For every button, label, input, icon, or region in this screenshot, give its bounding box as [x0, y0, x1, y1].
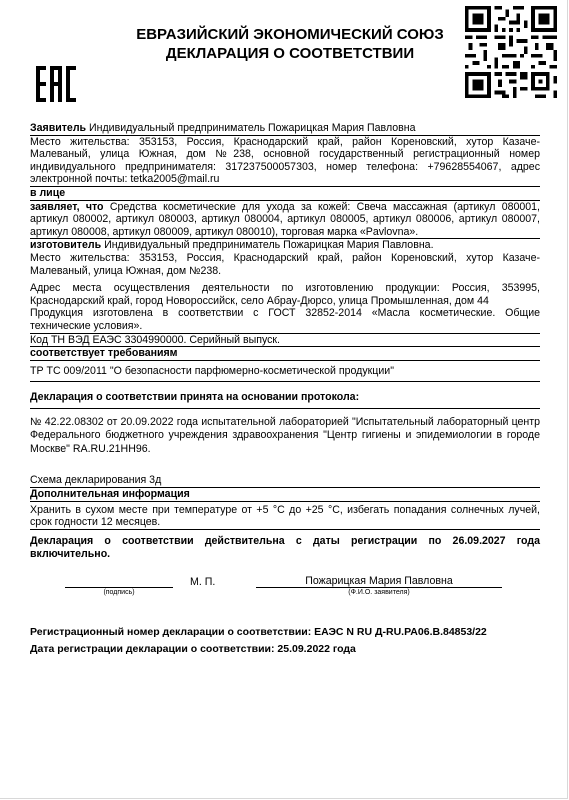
- applicant-label: Заявитель: [30, 122, 87, 134]
- statement-label: заявляет, что: [30, 200, 104, 213]
- name-line: [256, 587, 502, 588]
- registration-number: Регистрационный номер декларации о соответствии: ЕАЭС N RU Д-RU.PA06.B.84853/22: [30, 626, 487, 638]
- requirements-label: соответствует требованиям: [30, 347, 540, 361]
- scheme: Схема декларирования 3д: [30, 474, 540, 488]
- manufacturer-name: Индивидуальный предприниматель Пожарицкая Мария Павловна.: [104, 239, 434, 252]
- basis-text: № 42.22.08302 от 20.09.2022 года испытательной лабораторией "Испытательный лабораторный центр Федерального бюджетного учреждения здравоохранения "Центр гигиены и эпидемиологии в городе Москве" RA.RU.21HH96.: [30, 415, 540, 455]
- signature-caption: (подпись): [103, 589, 135, 596]
- product-code: Код ТН ВЭД ЕАЭС 3304990000. Серийный выпуск.: [30, 334, 540, 348]
- header-union: ЕВРАЗИЙСКИЙ ЭКОНОМИЧЕСКИЙ СОЮЗ: [136, 26, 444, 43]
- manufacturer-address: Место жительства: 353153, Россия, Краснодарский край, район Кореновский, хутор Казаче-Малеваный, улица Южная, дом №238.: [30, 251, 540, 277]
- additional-text: Хранить в сухом месте при температуре от +5 °С до +25 °С, избегать попадания солнечных лучей, срок годности 12 месяцев.: [30, 503, 540, 529]
- in-person-label: в лице: [30, 187, 540, 201]
- manufacturer-line: [30, 239, 540, 252]
- production-standard: Продукция изготовлена в соответствии с ГОСТ 32852-2014 «Масла косметические. Общие технические условия».: [30, 307, 540, 332]
- statement-block: [30, 201, 540, 240]
- requirements-text: ТР ТС 009/2011 "О безопасности парфюмерно-косметической продукции": [30, 365, 540, 383]
- signer-name: Пожарицкая Мария Павловна: [305, 575, 453, 587]
- qr-code: [465, 6, 557, 98]
- signature-line: [65, 587, 173, 588]
- manufacturer-label: изготовитель: [30, 239, 102, 252]
- statement-text: Средства косметические для ухода за кожей: Свеча массажная (артикул 080001, артикул 080002, артикул 080003, артикул 080004, артикул 080005, артикул 080006, артикул 080007, артикул 080008, артикул 080009, артикул 080010), торговая марка «Pavlovna».: [30, 200, 540, 238]
- additional-label: Дополнительная информация: [30, 488, 540, 502]
- stamp-place: М. П.: [190, 576, 216, 588]
- basis-label: Декларация о соответствии принята на основании протокола:: [30, 391, 540, 409]
- header-declaration: ДЕКЛАРАЦИЯ О СООТВЕТСТВИИ: [165, 45, 415, 62]
- applicant-line: [30, 122, 540, 136]
- eac-logo: [36, 66, 76, 102]
- applicant-address: Место жительства: 353153, Россия, Краснодарский край, район Кореновский, хутор Казаче-Малеваный, улица Южная, дом №238, основной государственный регистрационный номер индивидуального предпринимателя: 317237500057303, номер телефона: +79628554067, адрес электронной почты: tetka2005@mail.ru: [30, 135, 540, 186]
- registration-date: Дата регистрации декларации о соответствии: 25.09.2022 года: [30, 643, 356, 655]
- declaration-body: [30, 122, 540, 562]
- production-address: Адрес места осуществления деятельности по изготовлению продукции: Россия, 353995, Краснодарский край, город Новороссийск, село Абрау-Дюрсо, улица Промышленная, дом 44: [30, 282, 540, 307]
- applicant-name: Индивидуальный предприниматель Пожарицкая Мария Павловна: [89, 122, 416, 134]
- validity-text: Декларация о соответствии действительна с даты регистрации по 26.09.2027 года включительно.: [30, 534, 540, 561]
- name-caption: (Ф.И.О. заявителя): [348, 589, 410, 596]
